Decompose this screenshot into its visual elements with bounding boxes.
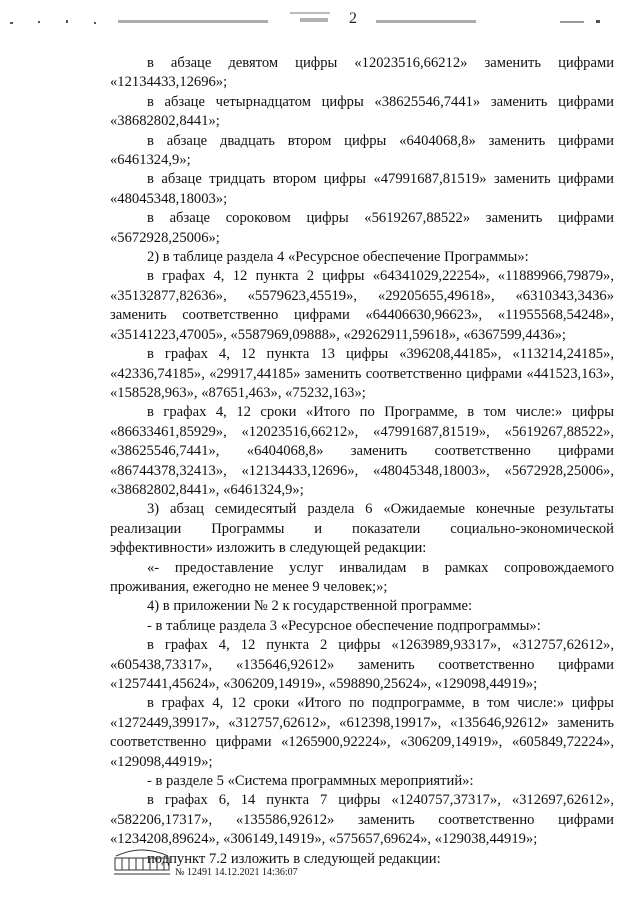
page-header bbox=[0, 8, 640, 30]
registry-stamp-icon bbox=[112, 846, 172, 880]
document-footer bbox=[112, 846, 412, 880]
paragraph: в абзаце девятом цифры «12023516,66212» заменить цифрами «12134433,12696»; bbox=[110, 55, 614, 91]
paragraph: подпункт 7.2 изложить в следующей редакции: bbox=[147, 850, 441, 867]
paragraph: 2) в таблице раздела 4 «Ресурсное обеспечение Программы»: bbox=[147, 249, 529, 266]
paragraph: в графах 4, 12 пункта 13 цифры «396208,44185», «113214,24185», «42336,74185», «29917,44185» заменить соответственно цифрами «441523,163», «158528,963», «87651,463», «75232,163»; bbox=[110, 346, 614, 401]
document-body bbox=[110, 54, 614, 869]
paragraph: 4) в приложении № 2 к государственной программе: bbox=[147, 598, 473, 615]
paragraph: в абзаце четырнадцатом цифры «38625546,7441» заменить цифрами «38682802,8441»; bbox=[110, 93, 614, 130]
scan-noise-marks bbox=[0, 8, 640, 38]
paragraph: «- предоставление услуг инвалидам в рамках сопровождаемого проживания, ежегодно не менее 9 человек;»; bbox=[110, 559, 614, 595]
paragraph: в графах 4, 12 сроки «Итого по подпрограмме, в том числе:» цифры «1272449,39917», «312757,62612», «612398,19917», «135646,92612» заменить соответственно цифрами «1265900,92224», «306209,14919», «605849,72224», «129098,44919»; bbox=[110, 695, 614, 770]
paragraph: в абзаце тридцать втором цифры «47991687,81519» заменить цифрами «48045348,18003»; bbox=[110, 171, 614, 207]
page-number: 2 bbox=[349, 10, 357, 27]
paragraph: в абзаце сороковом цифры «5619267,88522» заменить цифрами «5672928,25006»; bbox=[110, 210, 614, 246]
paragraph: в графах 4, 12 сроки «Итого по Программе, в том числе:» цифры «86633461,85929», «12023516,66212», «47991687,81519», «5619267,88522», «38625546,7441», «6404068,8» заменить соответственно цифрами «86744378,32413», «12134433,12696», «48045348,18003», «5672928,25006», «38682802,8441», «6461324,9»; bbox=[110, 404, 614, 498]
document-number: № 12491 bbox=[175, 867, 213, 878]
paragraph: в графах 4, 12 пункта 2 цифры «1263989,93317», «312757,62612», «605438,73317», «135646,92612» заменить соответственно цифрами «1257441,45624», «306209,14919», «598890,25624», «129098,44919»; bbox=[110, 637, 614, 692]
paragraph: 3) абзац семидесятый раздела 6 «Ожидаемые конечные результаты реализации Программы и показатели социально-экономической эффективности» изложить в следующей редакции: bbox=[110, 501, 614, 557]
registration-info bbox=[175, 867, 298, 878]
paragraph: в графах 6, 14 пункта 7 цифры «1240757,37317», «312697,62612», «582206,17317», «135586,92612» заменить соответственно цифрами «1234208,89624», «306149,14919», «575657,69624», «129038,44919»; bbox=[110, 792, 614, 848]
paragraph: в абзаце двадцать втором цифры «6404068,8» заменить цифрами «6461324,9»; bbox=[110, 132, 614, 169]
paragraph: в графах 4, 12 пункта 2 цифры «64341029,22254», «11889966,79879», «35132877,82636», «5579623,45519», «29205655,49618», «6310343,3436» заменить соответственно цифрами «64406630,96623», «11955568,54248», «35141223,47005», «5587969,09888», «29262911,59618», «6367599,4436»; bbox=[110, 268, 614, 343]
registration-timestamp: 14.12.2021 14:36:07 bbox=[214, 867, 298, 878]
paragraph: - в таблице раздела 3 «Ресурсное обеспечение подпрограммы»: bbox=[147, 617, 541, 634]
paragraph: - в разделе 5 «Система программных мероприятий»: bbox=[147, 773, 474, 790]
